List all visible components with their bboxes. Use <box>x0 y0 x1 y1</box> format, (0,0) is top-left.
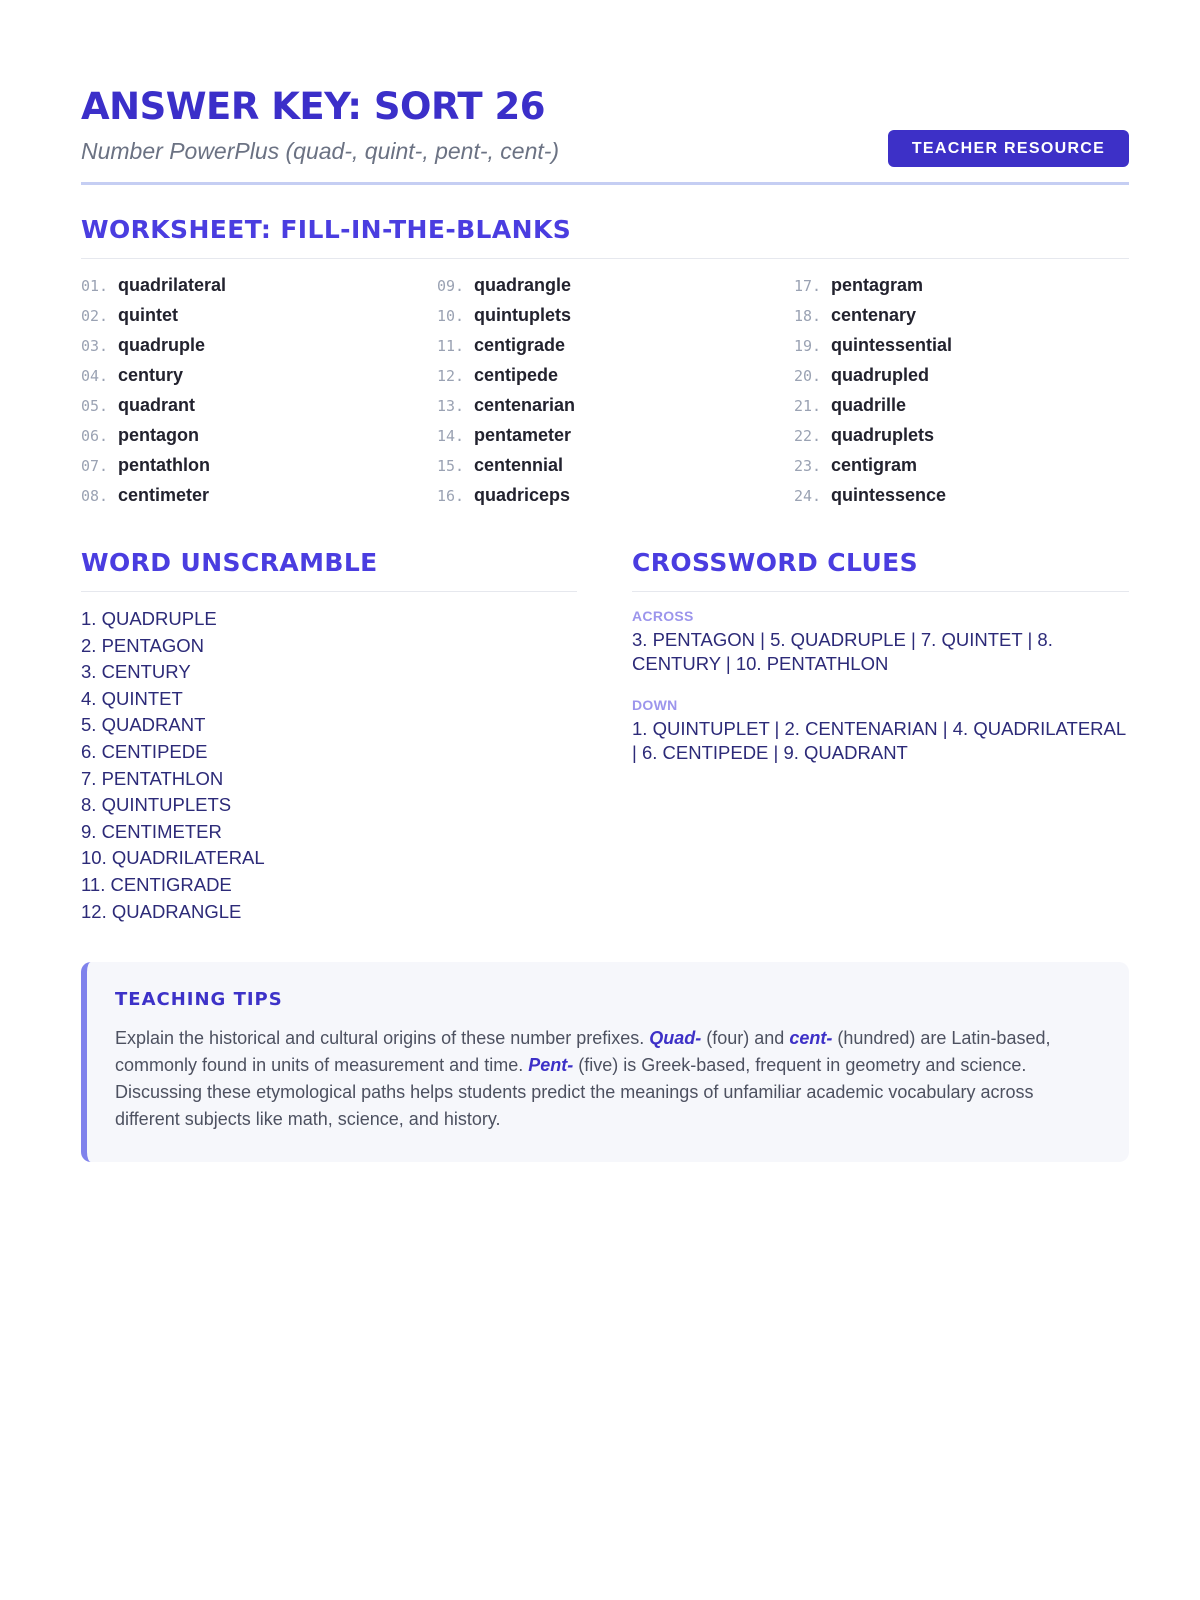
unscramble-section-title: WORD UNSCRAMBLE <box>81 548 378 577</box>
item-number: 05. <box>81 397 109 415</box>
page-title: ANSWER KEY: SORT 26 <box>81 85 545 128</box>
down-label: DOWN <box>632 697 678 713</box>
teacher-resource-badge: TEACHER RESOURCE <box>888 130 1129 167</box>
fill-in-item <box>437 330 777 360</box>
prefix-quad: Quad- <box>649 1028 702 1048</box>
across-label: ACROSS <box>632 608 694 624</box>
fill-in-column-1 <box>81 270 421 510</box>
across-clues: 3. PENTAGON | 5. QUADRUPLE | 7. QUINTET | 8. CENTURY | 10. PENTATHLON <box>632 629 1053 674</box>
fill-in-item <box>794 330 1134 360</box>
answer-word: pentameter <box>474 425 572 445</box>
answer-word: quadrilateral <box>118 275 227 295</box>
unscramble-answer: 8. QUINTUPLETS <box>81 794 232 816</box>
answer-word: quintessential <box>831 335 953 355</box>
fill-in-item <box>81 330 421 360</box>
prefix-cent: cent- <box>789 1028 833 1048</box>
teaching-tips-text <box>115 1025 1103 1133</box>
unscramble-answer: 6. CENTIPEDE <box>81 740 208 762</box>
fill-in-item <box>437 390 777 420</box>
answer-word: quadrant <box>118 395 196 415</box>
item-number: 17. <box>794 277 822 295</box>
answer-word: century <box>118 365 184 385</box>
unscramble-answer: 2. PENTAGON <box>81 634 205 656</box>
answer-word: quadrille <box>831 395 907 415</box>
answer-word: centigrade <box>474 335 566 355</box>
item-number: 19. <box>794 337 822 355</box>
answer-word: centennial <box>474 455 564 475</box>
crossword-section-title: CROSSWORD CLUES <box>632 548 919 577</box>
item-number: 14. <box>437 427 465 445</box>
crossword-divider <box>632 591 1129 592</box>
unscramble-answer: 1. QUADRUPLE <box>81 608 217 629</box>
page-subtitle: Number PowerPlus (quad-, quint-, pent-, cent-) <box>81 138 560 164</box>
fill-in-item <box>437 450 777 480</box>
item-number: 15. <box>437 457 465 475</box>
answer-word: quintessence <box>831 485 947 505</box>
teaching-tips-box <box>81 962 1129 1162</box>
fill-in-item <box>81 420 421 450</box>
unscramble-answer: 3. CENTURY <box>81 661 191 683</box>
item-number: 23. <box>794 457 822 475</box>
tips-text-part: Explain the historical and cultural origins of these number prefixes. <box>115 1028 650 1048</box>
tips-text-part: (hundred) are Latin-based, commonly found in units of measurement and time. <box>115 1028 1051 1075</box>
item-number: 18. <box>794 307 822 325</box>
item-number: 11. <box>437 337 465 355</box>
fill-in-item <box>794 300 1134 330</box>
prefix-pent: Pent- <box>528 1055 574 1075</box>
answer-word: centimeter <box>118 485 210 505</box>
item-number: 03. <box>81 337 109 355</box>
answer-word: quintuplets <box>474 305 571 325</box>
unscramble-answer: 12. QUADRANGLE <box>81 900 242 922</box>
answer-word: quadrupled <box>831 365 929 385</box>
teaching-tips-title: TEACHING TIPS <box>115 989 283 1010</box>
item-number: 22. <box>794 427 822 445</box>
item-number: 07. <box>81 457 109 475</box>
unscramble-answer: 7. PENTATHLON <box>81 767 224 789</box>
unscramble-divider <box>81 591 577 592</box>
tips-text-part: (five) is Greek-based, frequent in geometry and science. Discussing these etymological paths helps students predict the meanings of unfamiliar academic vocabulary across different subjects like math, science, and history. <box>115 1055 1034 1129</box>
answer-word: quadruple <box>118 335 206 355</box>
item-number: 16. <box>437 487 465 505</box>
item-number: 21. <box>794 397 822 415</box>
item-number: 12. <box>437 367 465 385</box>
unscramble-answer: 4. QUINTET <box>81 687 183 709</box>
unscramble-list <box>81 606 561 925</box>
unscramble-answer: 9. CENTIMETER <box>81 820 222 842</box>
fill-in-divider <box>81 258 1129 259</box>
answer-word: centenarian <box>474 395 576 415</box>
tips-text-part: (four) and <box>701 1028 790 1048</box>
fill-in-item <box>794 390 1134 420</box>
fill-in-item <box>437 420 777 450</box>
answer-word: pentagram <box>831 275 924 295</box>
fill-in-item <box>437 360 777 390</box>
answer-word: centenary <box>831 305 917 325</box>
fill-in-section-title: WORKSHEET: FILL-IN-THE-BLANKS <box>81 215 572 244</box>
item-number: 06. <box>81 427 109 445</box>
unscramble-answer: 10. QUADRILATERAL <box>81 847 265 869</box>
fill-in-item <box>794 420 1134 450</box>
answer-word: quadruplets <box>831 425 935 445</box>
fill-in-item <box>794 480 1134 510</box>
answer-word: quadriceps <box>474 485 571 505</box>
fill-in-item <box>794 270 1134 300</box>
fill-in-item <box>81 300 421 330</box>
fill-in-item <box>81 450 421 480</box>
item-number: 09. <box>437 277 465 295</box>
unscramble-answer: 11. CENTIGRADE <box>81 873 232 895</box>
fill-in-item <box>81 390 421 420</box>
fill-in-item <box>81 270 421 300</box>
item-number: 08. <box>81 487 109 505</box>
fill-in-item <box>81 480 421 510</box>
item-number: 13. <box>437 397 465 415</box>
item-number: 24. <box>794 487 822 505</box>
fill-in-column-2 <box>437 270 777 510</box>
unscramble-answer: 5. QUADRANT <box>81 714 206 736</box>
answer-word: centipede <box>474 365 559 385</box>
fill-in-item <box>437 270 777 300</box>
fill-in-item <box>437 300 777 330</box>
answer-word: pentagon <box>118 425 199 445</box>
answer-word: quintet <box>118 305 178 325</box>
header-divider <box>81 182 1129 185</box>
answer-word: centigram <box>831 455 918 475</box>
item-number: 01. <box>81 277 109 295</box>
fill-in-item <box>794 450 1134 480</box>
down-clues: 1. QUINTUPLET | 2. CENTENARIAN | 4. QUADRILATERAL | 6. CENTIPEDE | 9. QUADRANT <box>632 718 1126 763</box>
fill-in-item <box>437 480 777 510</box>
answer-word: quadrangle <box>474 275 572 295</box>
item-number: 20. <box>794 367 822 385</box>
fill-in-item <box>794 360 1134 390</box>
fill-in-column-3 <box>794 270 1134 510</box>
fill-in-item <box>81 360 421 390</box>
item-number: 10. <box>437 307 465 325</box>
item-number: 04. <box>81 367 109 385</box>
answer-word: pentathlon <box>118 455 210 475</box>
item-number: 02. <box>81 307 109 325</box>
